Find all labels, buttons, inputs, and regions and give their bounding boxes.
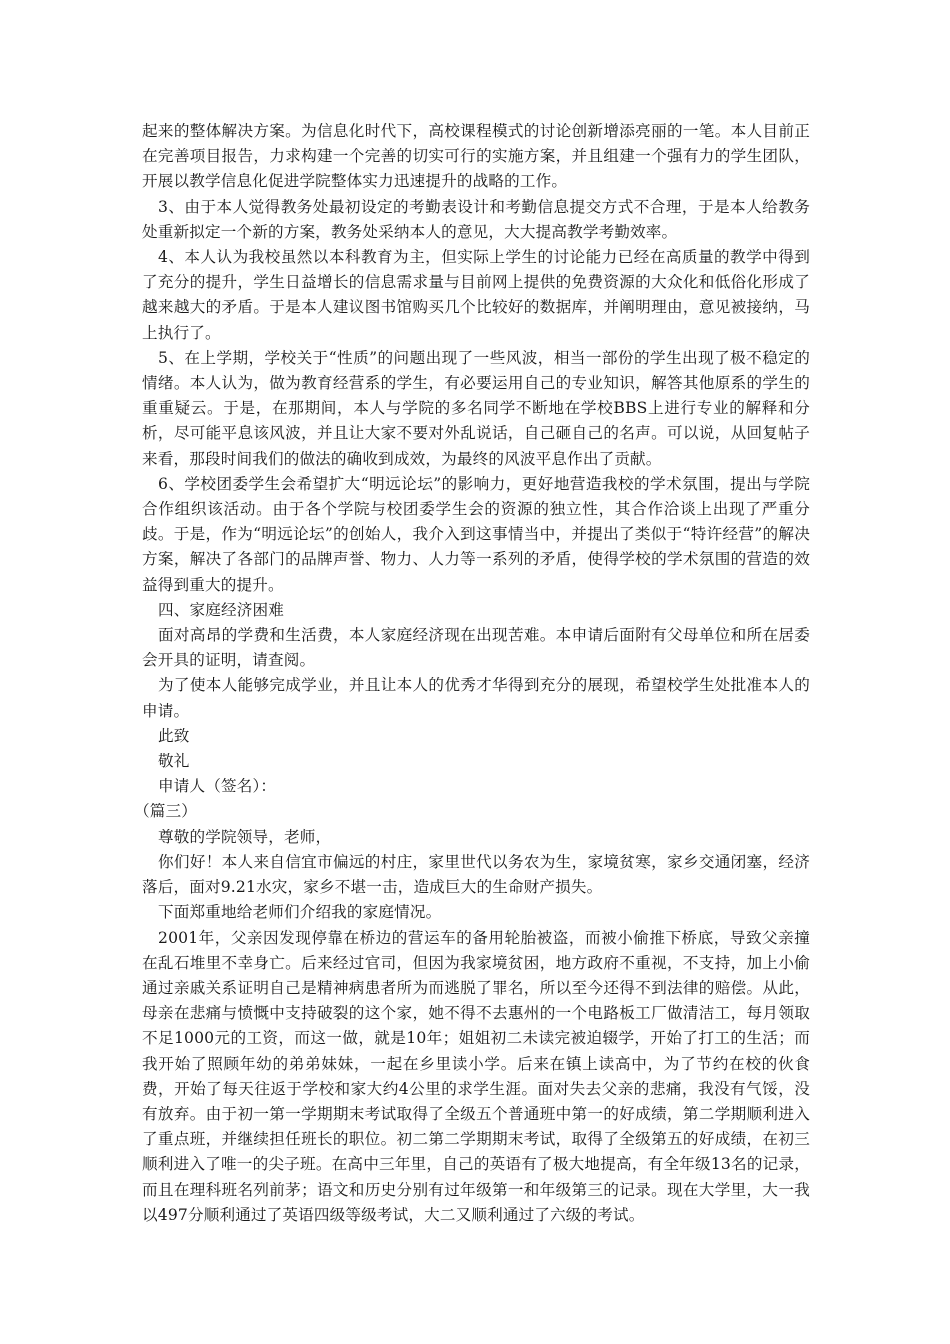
document-page: [134, 119, 810, 1228]
paragraph-item-5: 5、在上学期，学校关于“性质”的问题出现了一些风波，相当一部份的学生出现了极不稳定的情绪。本人认为，做为教育经营系的学生，有必要运用自己的专业知识，解答其他原系的学生的重重疑云。于是，在那期间，本人与学院的多名同学不断地在学校BBS上进行专业的解释和分析，尽可能平息该风波，并且让大家不要对外乱说话，自己砸自己的名声。可以说，从回复帖子来看，那段时间我们的做法的确收到成效，为最终的风波平息作出了贡献。: [142, 348, 810, 468]
closing-cizhi: 此致: [158, 726, 190, 745]
paragraph-item-3: 3、由于本人觉得教务处最初设定的考勤表设计和考勤信息提交方式不合理，于是本人给教务处重新拟定一个新的方案，教务处采纳本人的意见，大大提高教学考勤效率。: [142, 197, 810, 241]
section-heading-family-hardship: 四、家庭经济困难: [158, 600, 284, 619]
paragraph-greeting: 你们好！本人来自信宜市偏远的村庄，家里世代以务农为生，家境贫寒，家乡交通闭塞，经济落后，面对9.21水灾，家乡不堪一击，造成巨大的生命财产损失。: [142, 852, 810, 897]
section-label-pian-san: （篇三）: [134, 802, 197, 821]
paragraph-family-story: 2001年，父亲因发现停靠在桥边的营运车的备用轮胎被盗，而被小偷推下桥底，导致父亲撞在乱石堆里不幸身亡。后来经过官司，但因为我家境贫困，地方政府不重视，不支持，加上小偷通过亲戚关系证明自己是精神病患者所为而逃脱了罪名，所以至今还得不到法律的赔偿。从此，母亲在悲痛与愤慨中支持破裂的这个家，她不得不去惠州的一个电路板工厂做清洁工，每月领取不足1000元的工资，而这一做，就是10年；姐姐初二未读完被迫辍学，开始了打工的生活；而我开始了照顾年幼的弟弟妹妹，一起在乡里读小学。后来在镇上读高中，为了节约在校的伙食费，开始了每天往返于学校和家大约4公里的求学生涯。面对失去父亲的悲痛，我没有气馁，没有放弃。由于初一第一学期期末考试取得了全级五个普通班中第一的好成绩，第二学期顺利进入了重点班，并继续担任班长的职位。初二第二学期期末考试，取得了全级第五的好成绩，在初三顺利进入了唯一的尖子班。在高中三年里，自己的英语有了极大地提高，有全年级13名的记录，而且在理科班名列前茅；语文和历史分别有过年级第一和年级第三的记录。现在大学里，大一我以497分顺利通过了英语四级等级考试，大二又顺利通过了六级的考试。: [142, 928, 810, 1224]
salutation: 尊敬的学院领导，老师，: [158, 827, 332, 846]
signature-line: 申请人（签名）：: [158, 777, 277, 796]
paragraph-intro: 下面郑重地给老师们介绍我的家庭情况。: [158, 903, 442, 922]
closing-jingli: 敬礼: [158, 752, 190, 771]
paragraph-request: 为了使本人能够完成学业，并且让本人的优秀才华得到充分的展现，希望校学生处批准本人的申请。: [142, 676, 810, 720]
paragraph-family-finance: 面对高昂的学费和生活费，本人家庭经济现在出现苦难。本申请后面附有父母单位和所在居委会开具的证明，请查阅。: [142, 626, 810, 670]
paragraph-item-6: 6、学校团委学生会希望扩大“明远论坛”的影响力，更好地营造我校的学术氛围，提出与学院合作组织该活动。由于各个学院与校团委学生会的资源的独立性，其合作洽谈上出现了严重分歧。于是，作为“明远论坛”的创始人，我介入到这事情当中，并提出了类似于“特许经营”的解决方案，解决了各部门的品牌声誉、物力、人力等一系列的矛盾，使得学校的学术氛围的营造的效益得到重大的提升。: [142, 474, 810, 594]
paragraph-continuation: 起来的整体解决方案。为信息化时代下，高校课程模式的讨论创新增添亮丽的一笔。本人目前正在完善项目报告，力求构建一个完善的切实可行的实施方案，并且组建一个强有力的学生团队，开展以教学信息化促进学院整体实力迅速提升的战略的工作。: [142, 122, 810, 191]
paragraph-item-4: 4、本人认为我校虽然以本科教育为主，但实际上学生的讨论能力已经在高质量的教学中得到了充分的提升，学生日益增长的信息需求量与目前网上提供的免费资源的大众化和低俗化形成了越来越大的矛盾。于是本人建议图书馆购买几个比较好的数据库，并阐明理由，意见被接纳，马上执行了。: [142, 248, 810, 342]
